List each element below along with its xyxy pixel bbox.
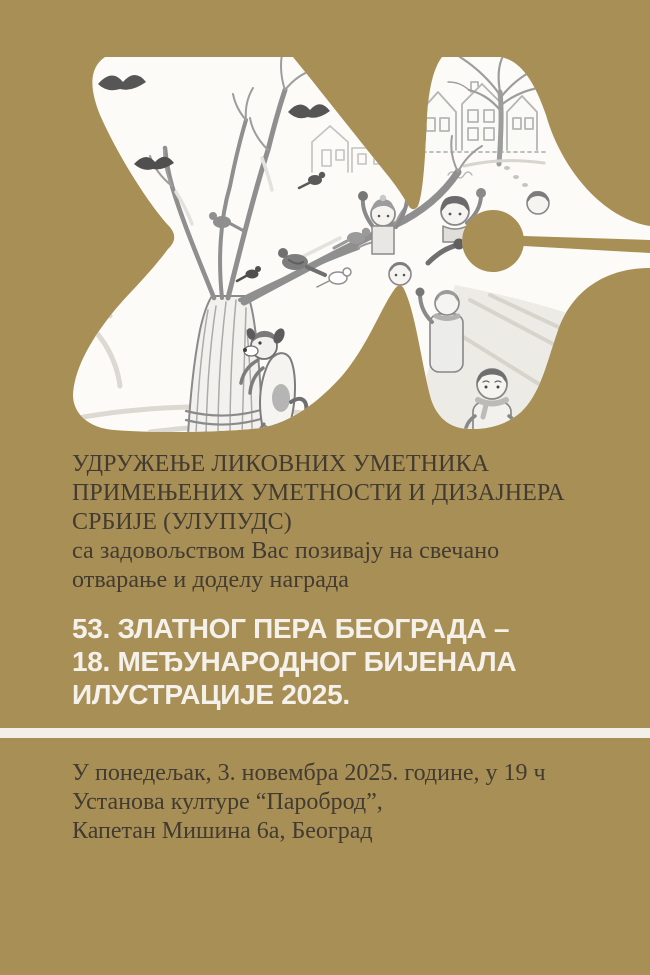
- title-line: 18. МЕЂУНАРОДНОГ БИЈЕНАЛА: [72, 646, 517, 677]
- details-line: Установа културе “Пароброд”,: [72, 789, 383, 815]
- child-figure: [527, 191, 549, 214]
- details-line: Капетан Мишина 6а, Београд: [72, 818, 373, 844]
- title-line: 53. ЗЛАТНОГ ПЕРА БЕОГРАДА –: [72, 613, 510, 644]
- details-line: У понедељак, 3. новембра 2025. године, у 19 ч: [72, 760, 546, 786]
- pen-nib-logo: [0, 0, 650, 460]
- divider-line: [0, 728, 650, 738]
- event-title: [72, 612, 516, 711]
- intro-line: СРБИЈЕ (УЛУПУДС): [72, 509, 292, 535]
- title-line: ИЛУСТРАЦИЈЕ 2025.: [72, 679, 350, 710]
- winter-illustration: [55, 36, 650, 460]
- intro-text: [72, 450, 565, 595]
- intro-line: УДРУЖЕЊЕ ЛИКОВНИХ УМЕТНИКА: [72, 451, 490, 477]
- intro-line: ПРИМЕЊЕНИХ УМЕТНОСТИ И ДИЗАЈНЕРА: [72, 480, 565, 506]
- intro-line: отварање и доделу награда: [72, 567, 350, 593]
- event-details: [72, 759, 546, 846]
- child-figure: [389, 262, 411, 285]
- intro-line: са задовољством Вас позивају на свечано: [72, 538, 500, 564]
